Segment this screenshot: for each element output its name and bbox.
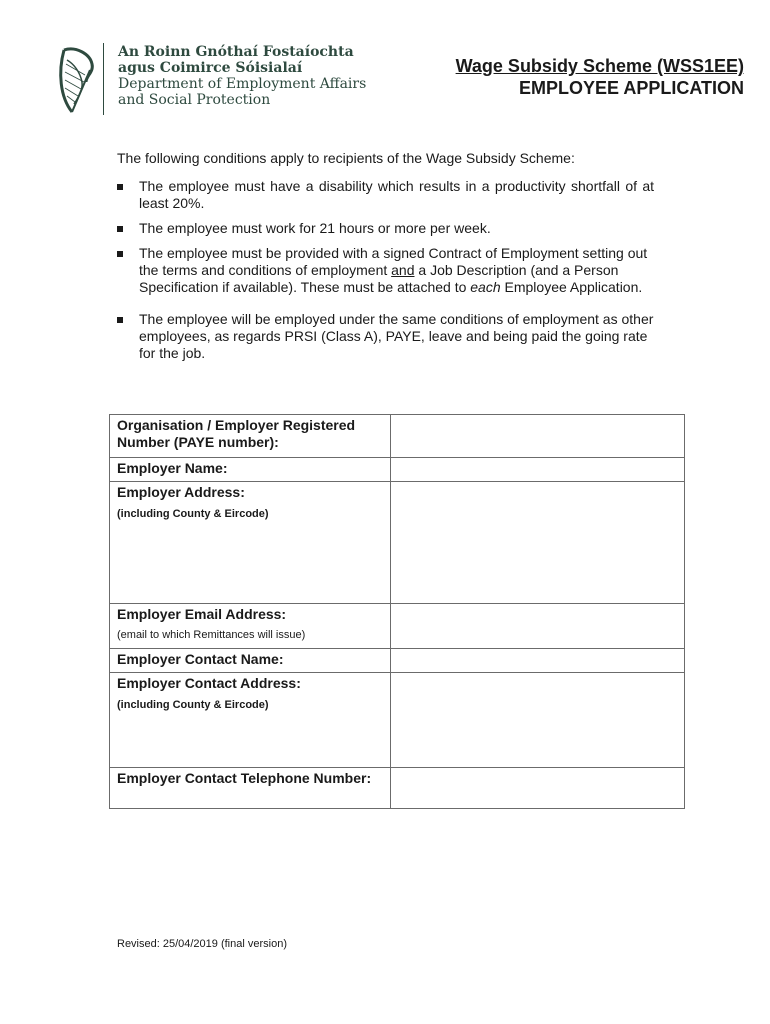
title-scheme: Wage Subsidy Scheme (WSS1EE) <box>455 56 744 76</box>
condition-item: The employee must have a disability which results in a productivity shortfall of at least 20%. <box>117 178 654 212</box>
table-row <box>110 482 685 604</box>
table-row <box>110 768 685 809</box>
department-name <box>118 44 366 108</box>
paye-number-label: Organisation / Employer Registered Number (PAYE number): <box>117 417 356 450</box>
document-title <box>456 55 744 99</box>
employer-email-label: Employer Email Address: <box>117 606 287 622</box>
conditions-intro: The following conditions apply to recipients of the Wage Subsidy Scheme: <box>117 150 575 166</box>
dept-english-line2: and Social Protection <box>118 92 271 108</box>
title-application: EMPLOYEE APPLICATION <box>518 78 744 98</box>
employer-address-sublabel: (including County & Eircode) <box>117 508 269 520</box>
contact-telephone-label: Employer Contact Telephone Number: <box>117 770 372 786</box>
bullet-square-icon <box>117 226 123 232</box>
employer-address-field[interactable] <box>391 482 685 604</box>
contact-address-field[interactable] <box>391 673 685 768</box>
paye-number-field[interactable] <box>391 415 685 458</box>
contact-telephone-field[interactable] <box>391 768 685 809</box>
employer-email-field[interactable] <box>391 604 685 649</box>
bullet-square-icon <box>117 251 123 257</box>
bullet-square-icon <box>117 184 123 190</box>
condition-item: The employee must be provided with a signed Contract of Employment setting out the terms and conditions of employment and a Job Description (and a Person Specification if available). These must be attached to each Employee Application. <box>117 245 654 296</box>
revision-footer: Revised: 25/04/2019 (final version) <box>117 938 287 950</box>
table-row <box>110 649 685 673</box>
condition-item: The employee must work for 21 hours or more per week. <box>117 220 654 237</box>
contact-name-field[interactable] <box>391 649 685 673</box>
contact-name-label: Employer Contact Name: <box>117 651 284 667</box>
employer-email-note: (email to which Remittances will issue) <box>117 629 306 641</box>
dept-english-line1: Department of Employment Affairs <box>118 76 367 92</box>
contact-address-label: Employer Contact Address: <box>117 675 301 691</box>
logo-divider <box>103 43 104 115</box>
dept-irish-line1: An Roinn Gnóthaí Fostaíochta <box>118 44 354 60</box>
table-row <box>110 673 685 768</box>
condition-item: The employee will be employed under the same conditions of employment as other employees, as regards PRSI (Class A), PAYE, leave and being paid the going rate for the job. <box>117 311 654 362</box>
table-row <box>110 415 685 458</box>
employer-details-table <box>109 414 685 809</box>
conditions-list <box>117 178 654 362</box>
harp-logo-icon <box>50 42 110 116</box>
table-row <box>110 604 685 649</box>
contact-address-sublabel: (including County & Eircode) <box>117 699 269 711</box>
employer-name-label: Employer Name: <box>117 460 228 476</box>
employer-name-field[interactable] <box>391 458 685 482</box>
dept-irish-line2: agus Coimirce Sóisialaí <box>118 60 303 76</box>
bullet-square-icon <box>117 317 123 323</box>
table-row <box>110 458 685 482</box>
employer-address-label: Employer Address: <box>117 484 245 500</box>
